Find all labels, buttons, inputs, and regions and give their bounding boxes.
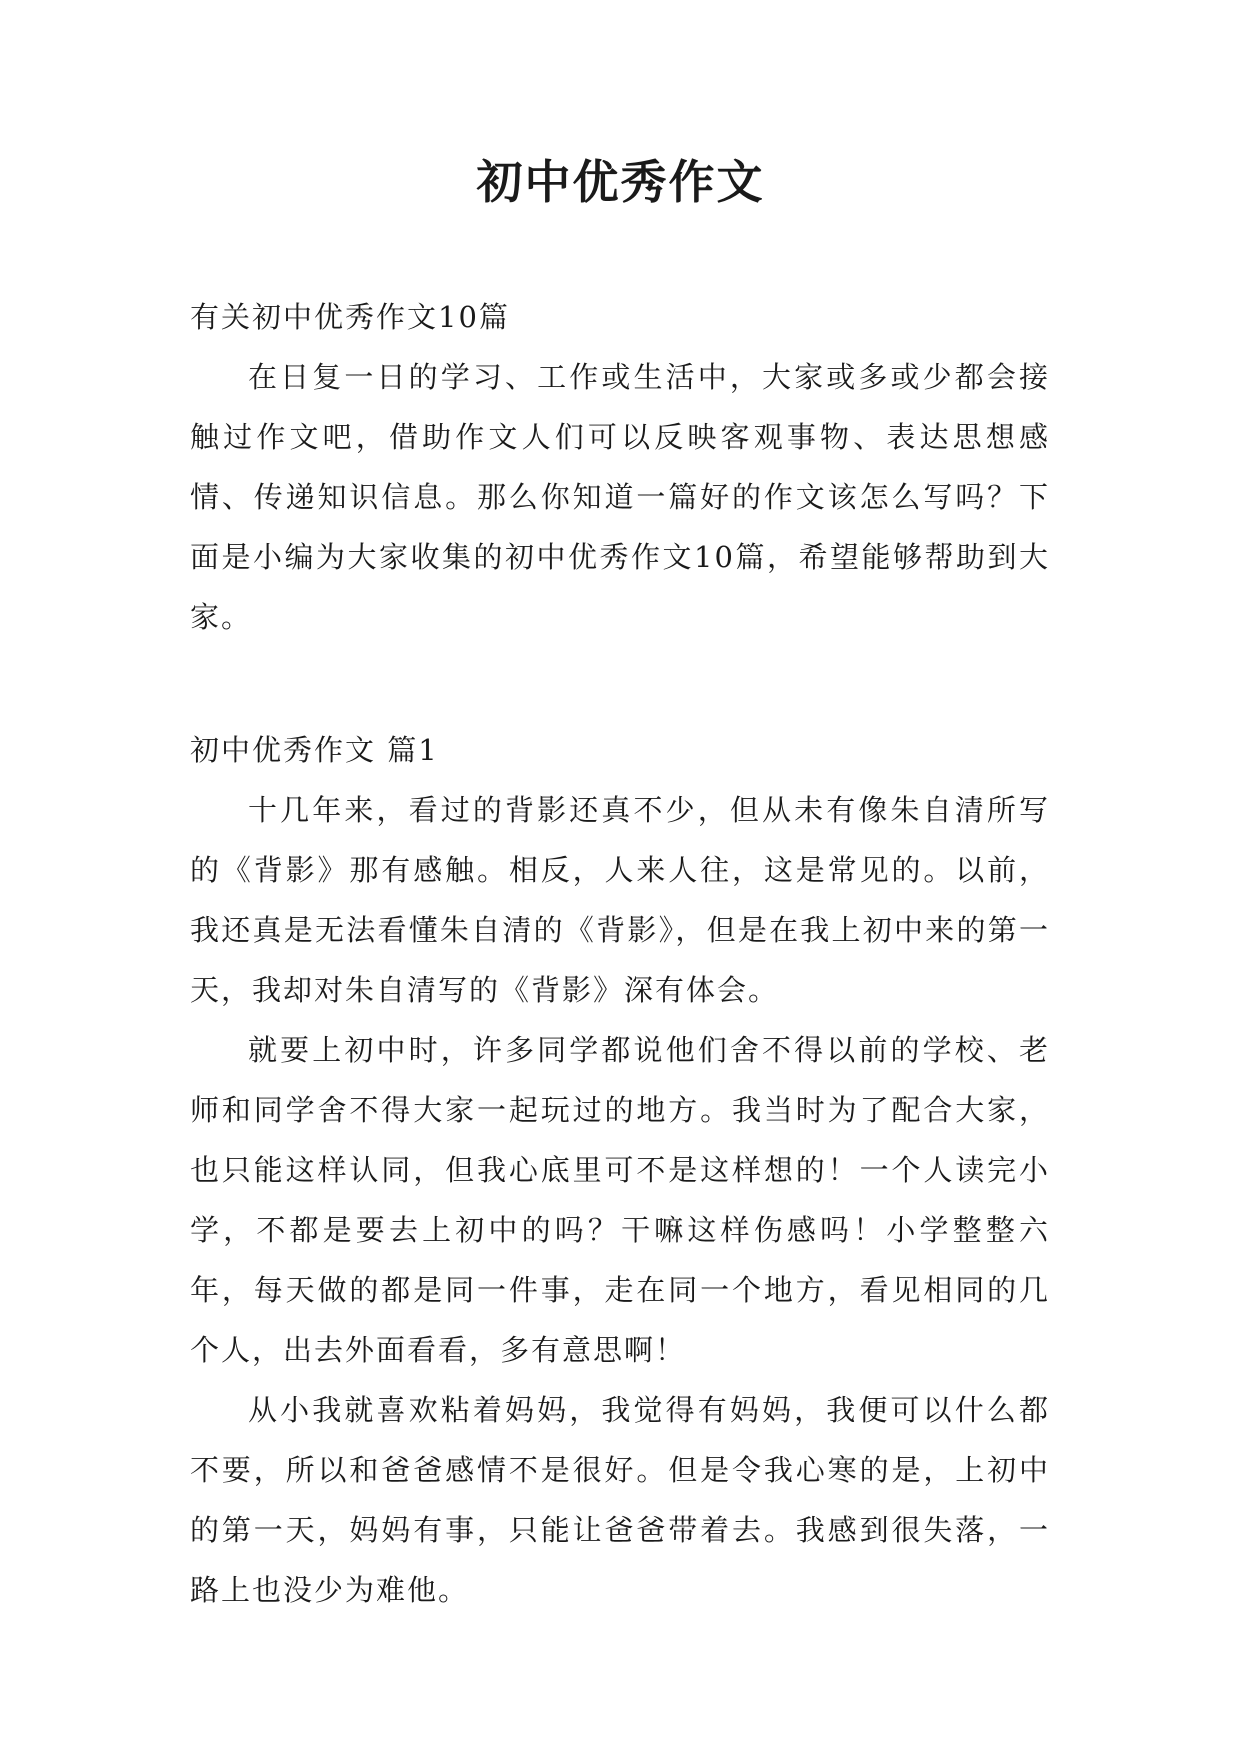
section-paragraph-3: 从小我就喜欢粘着妈妈，我觉得有妈妈，我便可以什么都不要，所以和爸爸感情不是很好。但是令我心寒的是，上初中的第一天，妈妈有事，只能让爸爸带着去。我感到很失落，一路上也没少为难他。 — [190, 1393, 1050, 1607]
section-spacer — [190, 647, 1050, 720]
section-paragraph-1: 十几年来，看过的背影还真不少，但从未有像朱自清所写的《背影》那有感触。相反，人来人往，这是常见的。以前，我还真是无法看懂朱自清的《背影》，但是在我上初中来的第一天，我却对朱自清写的《背影》深有体会。 — [190, 793, 1050, 1007]
intro-paragraph: 在日复一日的学习、工作或生活中，大家或多或少都会接触过作文吧，借助作文人们可以反映客观事物、表达思想感情、传递知识信息。那么你知道一篇好的作文该怎么写吗？下面是小编为大家收集的初中优秀作文10篇，希望能够帮助到大家。 — [190, 360, 1050, 634]
intro-heading: 有关初中优秀作文10篇 — [190, 300, 510, 334]
document-body — [190, 287, 1050, 1620]
section-heading: 初中优秀作文 篇1 — [190, 733, 439, 767]
document-title: 初中优秀作文 — [476, 155, 765, 209]
section-paragraph-2: 就要上初中时，许多同学都说他们舍不得以前的学校、老师和同学舍不得大家一起玩过的地方。我当时为了配合大家，也只能这样认同，但我心底里可不是这样想的！一个人读完小学，不都是要去上初中的吗？干嘛这样伤感吗！小学整整六年，每天做的都是同一件事，走在同一个地方，看见相同的几个人，出去外面看看，多有意思啊！ — [190, 1033, 1050, 1367]
